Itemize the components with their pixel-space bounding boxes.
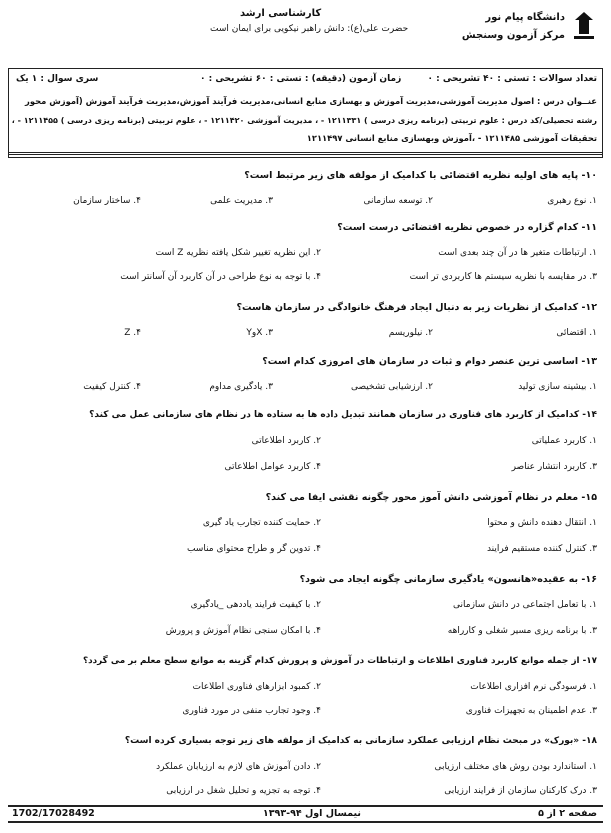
q11-option-3[interactable]: ۳. در مقایسه با نظریه سیستم ها کاربردی تر است: [409, 272, 597, 282]
q11-option-2[interactable]: ۲. این نظریه تغییر شکل یافته نظریه Z است: [155, 248, 321, 258]
q10-option-4[interactable]: ۴. ساختار سازمان: [73, 196, 141, 206]
q14-option-2[interactable]: ۲. کاربرد اطلاعاتی: [251, 436, 321, 446]
question-series: سری سوال : ۱ یک: [16, 74, 99, 84]
exam-center-name: مرکز آزمون وسنجش: [461, 30, 565, 41]
page-number: صفحه ۲ از ۵: [538, 808, 597, 819]
question-10: ۱۰- پایه های اولیه نظریه اقتضائی با کدامیک از مولفه های زیر مرتبط است؟: [244, 170, 597, 181]
question-16: ۱۶- به عقیده«هانسون» یادگیری سازمانی چگونه ایجاد می شود؟: [299, 574, 597, 585]
q13-option-1[interactable]: ۱. بیشینه سازی تولید: [518, 382, 597, 392]
q13-option-2[interactable]: ۲. ارزشیابی تشخیصی: [351, 382, 433, 392]
university-name: دانشگاه پیام نور: [485, 12, 565, 23]
q12-option-4[interactable]: ۴. Z: [124, 328, 141, 338]
question-11: ۱۱- کدام گزاره در خصوص نظریه اقتضائی درست است؟: [337, 222, 597, 233]
q15-option-1[interactable]: ۱. انتقال دهنده دانش و محتوا: [487, 518, 597, 528]
header-divider: [8, 152, 603, 155]
q12-option-3[interactable]: ۳. XوY: [246, 328, 273, 338]
university-logo-block: [407, 8, 597, 50]
course-title: عنــوان درس : اصول مدیریت آموزشی،مدیریت آموزش و بهسازی منابع انسانی،مدیریت فرآیند آموزش،مدیریت فرآیند آموزش (آموزش محور: [25, 96, 597, 106]
q14-option-3[interactable]: ۳. کاربرد انتشار عناصر: [511, 462, 597, 472]
q18-option-4[interactable]: ۴. توجه به تجزیه و تحلیل شغل در ارزیابی: [166, 786, 321, 796]
question-13: ۱۳- اساسی ترین عنصر دوام و ثبات در سازمان های امروزی کدام است؟: [262, 356, 597, 367]
question-14: ۱۴- کدامیک از کاربرد های فناوری در سازمان همانند تبدیل داده ها به ستاده ها در نظام های سازمانی عمل می کند؟: [89, 410, 597, 420]
question-counts: تعداد سوالات : تستی : ۴۰ تشریحی : ۰: [427, 74, 597, 84]
field-code-line2: تحقیقات آموزشی ۱۲۱۱۴۸۵ - ،آموزش وبهسازی منابع انسانی ۱۲۱۱۴۹۷: [306, 133, 597, 143]
q17-option-1[interactable]: ۱. فرسودگی نرم افزاری اطلاعات: [470, 682, 597, 692]
question-18: ۱۸- «بورک» در مبحث نظام ارزیابی عملکرد سازمانی به کدامیک از مولفه های زیر توجه بسیاری کرده است؟: [124, 736, 597, 746]
q18-option-1[interactable]: ۱. استاندارد بودن روش های مختلف ارزیابی: [434, 762, 597, 772]
q15-option-4[interactable]: ۴. تدوین گر و طراح محتوای مناسب: [186, 544, 321, 554]
degree-title: کارشناسی ارشد: [240, 8, 322, 19]
exam-code: 1702/17028492: [12, 808, 95, 819]
q10-option-3[interactable]: ۳. مدیریت علمی: [210, 196, 273, 206]
q11-option-1[interactable]: ۱. ارتباطات متغیر ها در آن چند بعدی است: [438, 248, 597, 258]
question-17: ۱۷- از جمله موانع کاربرد فناوری اطلاعات و ارتباطات در آموزش و پرورش کدام گزینه به موانع سطح معلم بر می گردد؟: [83, 656, 597, 666]
q12-option-2[interactable]: ۲. نیلوریسم: [388, 328, 433, 338]
q14-option-1[interactable]: ۱. کاربرد عملیاتی: [531, 436, 597, 446]
q13-option-4[interactable]: ۴. کنترل کیفیت: [83, 382, 141, 392]
q12-option-1[interactable]: ۱. اقتضائی: [556, 328, 597, 338]
q10-option-1[interactable]: ۱. نوع رهبری: [547, 196, 597, 206]
q10-option-2[interactable]: ۲. توسعه سازمانی: [363, 196, 433, 206]
q16-option-4[interactable]: ۴. با امکان سنجی نظام آموزش و پرورش: [165, 626, 321, 636]
q13-option-3[interactable]: ۳. یادگیری مداوم: [209, 382, 273, 392]
question-15: ۱۵- معلم در نظام آموزشی دانش آموز محور چگونه نقشی ایفا می کند؟: [265, 492, 597, 503]
university-logo-icon: [571, 10, 597, 42]
q14-option-4[interactable]: ۴. کاربرد عوامل اطلاعاتی: [224, 462, 321, 472]
field-code-line1: رشته تحصیلی/کد درس : علوم تربیتی (برنامه ریزی درسی ) ۱۲۱۱۳۳۱ - ، مدیریت آموزشی ۱۲۱۱۴۲۰ - ، علوم تربیتی (برنامه ریزی درسی ) ۱۲۱۱۴۵۵ - ،: [11, 116, 597, 125]
q16-option-3[interactable]: ۳. با برنامه ریزی مسیر شغلی و کارراهه: [447, 626, 597, 636]
q16-option-1[interactable]: ۱. با تعامل اجتماعی در دانش سازمانی: [453, 600, 597, 610]
q17-option-4[interactable]: ۴. وجود تجارب منفی در مورد فناوری: [182, 706, 321, 716]
q18-option-3[interactable]: ۳. درک کارکنان سازمان از فرایند ارزیابی: [444, 786, 597, 796]
q18-option-2[interactable]: ۲. دادن آموزش های لازم به ارزیابان عملکرد: [156, 762, 321, 772]
q17-option-2[interactable]: ۲. کمبود ابزارهای فناوری اطلاعات: [192, 682, 321, 692]
exam-time: زمان آزمون (دقیقه) : تستی : ۶۰ تشریحی : ۰: [200, 74, 402, 84]
q17-option-3[interactable]: ۳. عدم اطمینان به تجهیزات فناوری: [465, 706, 597, 716]
q16-option-2[interactable]: ۲. با کیفیت فرایند یاددهی _یادگیری: [190, 600, 321, 610]
q15-option-2[interactable]: ۲. حمایت کننده تجارب یاد گیری: [202, 518, 321, 528]
q11-option-4[interactable]: ۴. با توجه به نوع طراحی در آن کاربرد آن آسانتر است: [120, 272, 321, 282]
motto: حضرت علی(ع): دانش راهبر نیکویی برای ایمان است: [210, 24, 409, 34]
question-12: ۱۲- کدامیک از نظریات زیر به دنبال ایجاد فرهنگ خانوادگی در سازمان هاست؟: [236, 302, 597, 313]
term-label: نیمسال اول ۹۴-۱۳۹۳: [262, 808, 361, 819]
q15-option-3[interactable]: ۳. کنترل کننده مستقیم فرایند: [486, 544, 597, 554]
